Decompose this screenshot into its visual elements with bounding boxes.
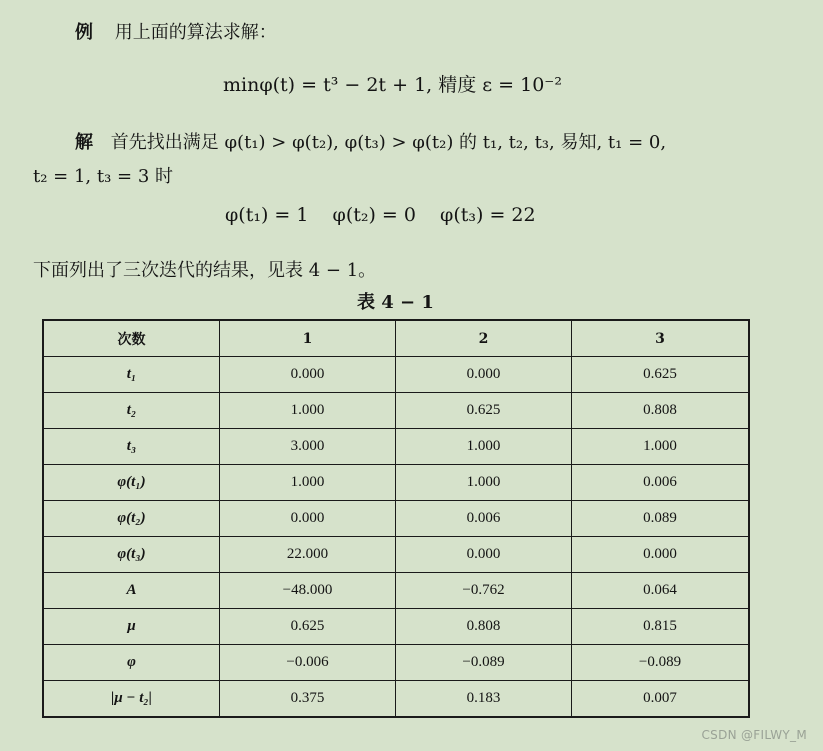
table-row [43,357,749,393]
table-row [43,645,749,681]
table-cell: 1.000 [220,465,396,501]
table-cell: 1.000 [220,393,396,429]
table-cell: 0.375 [220,681,396,718]
watermark: CSDN @FILWY_M [701,728,807,742]
table-cell: 22.000 [220,537,396,573]
row-label: φ(t₃) [43,537,220,573]
table-cell: 0.183 [396,681,572,718]
table-row [43,609,749,645]
table-row [43,537,749,573]
table-row [43,393,749,429]
table-row [43,465,749,501]
solution-paragraph-continued [33,162,173,188]
table-cell: 0.064 [572,573,750,609]
table-cell: 0.089 [572,501,750,537]
header-cell: 3 [572,320,750,357]
phi-t1-value: φ(t₁) = 1 [225,204,309,226]
table-cell: 1.000 [396,465,572,501]
solution-text-line1: 首先找出满足 φ(t₁) > φ(t₂), φ(t₃) > φ(t₂) 的 t₁, t₂, t₃, 易知, t₁ = 0, [110,132,667,153]
table-cell: 0.000 [572,537,750,573]
table-cell: 1.000 [572,429,750,465]
row-label: t₁ [43,357,220,393]
table-cell: 0.625 [396,393,572,429]
initial-phi-values [225,204,536,226]
row-label: φ(t₂) [43,501,220,537]
table-cell: 0.000 [220,501,396,537]
table-cell: 1.000 [396,429,572,465]
table-cell: −0.089 [396,645,572,681]
row-label: |μ − t₂| [43,681,220,718]
table-cell: −0.006 [220,645,396,681]
header-cell: 次数 [43,320,220,357]
table-cell: 0.007 [572,681,750,718]
table-header-row [43,320,749,357]
row-label: φ(t₁) [43,465,220,501]
row-label: t₂ [43,393,220,429]
iteration-results-table [42,319,750,718]
phi-t3-value: φ(t₃) = 22 [440,204,536,226]
example-text: 用上面的算法求解： [114,22,277,43]
solution-label: 解 [75,132,93,153]
header-cell: 2 [396,320,572,357]
table-cell: 0.000 [396,357,572,393]
table-caption: 表 4 − 1 [357,292,434,313]
row-label: μ [43,609,220,645]
table-cell: 0.815 [572,609,750,645]
row-label: φ [43,645,220,681]
table-cell: 0.808 [396,609,572,645]
table-cell: 0.625 [572,357,750,393]
table-row [43,681,749,718]
table-cell: 0.625 [220,609,396,645]
table-cell: 0.000 [220,357,396,393]
table-row [43,573,749,609]
table-cell: 0.006 [396,501,572,537]
table-cell: −0.762 [396,573,572,609]
table-row [43,501,749,537]
table-cell: −48.000 [220,573,396,609]
formula-text: minφ(t) = t³ − 2t + 1, 精度 ε = 10⁻² [223,74,562,96]
phi-t2-value: φ(t₂) = 0 [332,204,416,226]
table-cell: 3.000 [220,429,396,465]
row-label: A [43,573,220,609]
header-cell: 1 [220,320,396,357]
table-cell: −0.089 [572,645,750,681]
table-cell: 0.808 [572,393,750,429]
table-row [43,429,749,465]
solution-text-line2: t₂ = 1, t₃ = 3 时 [33,166,174,187]
example-label: 例 [75,22,93,43]
solution-paragraph [75,128,666,154]
table-intro-text: 下面列出了三次迭代的结果，见表 4 − 1。 [33,260,377,281]
row-label: t₃ [43,429,220,465]
table-cell: 0.006 [572,465,750,501]
objective-formula [223,70,562,97]
table-cell: 0.000 [396,537,572,573]
example-heading [75,18,277,44]
